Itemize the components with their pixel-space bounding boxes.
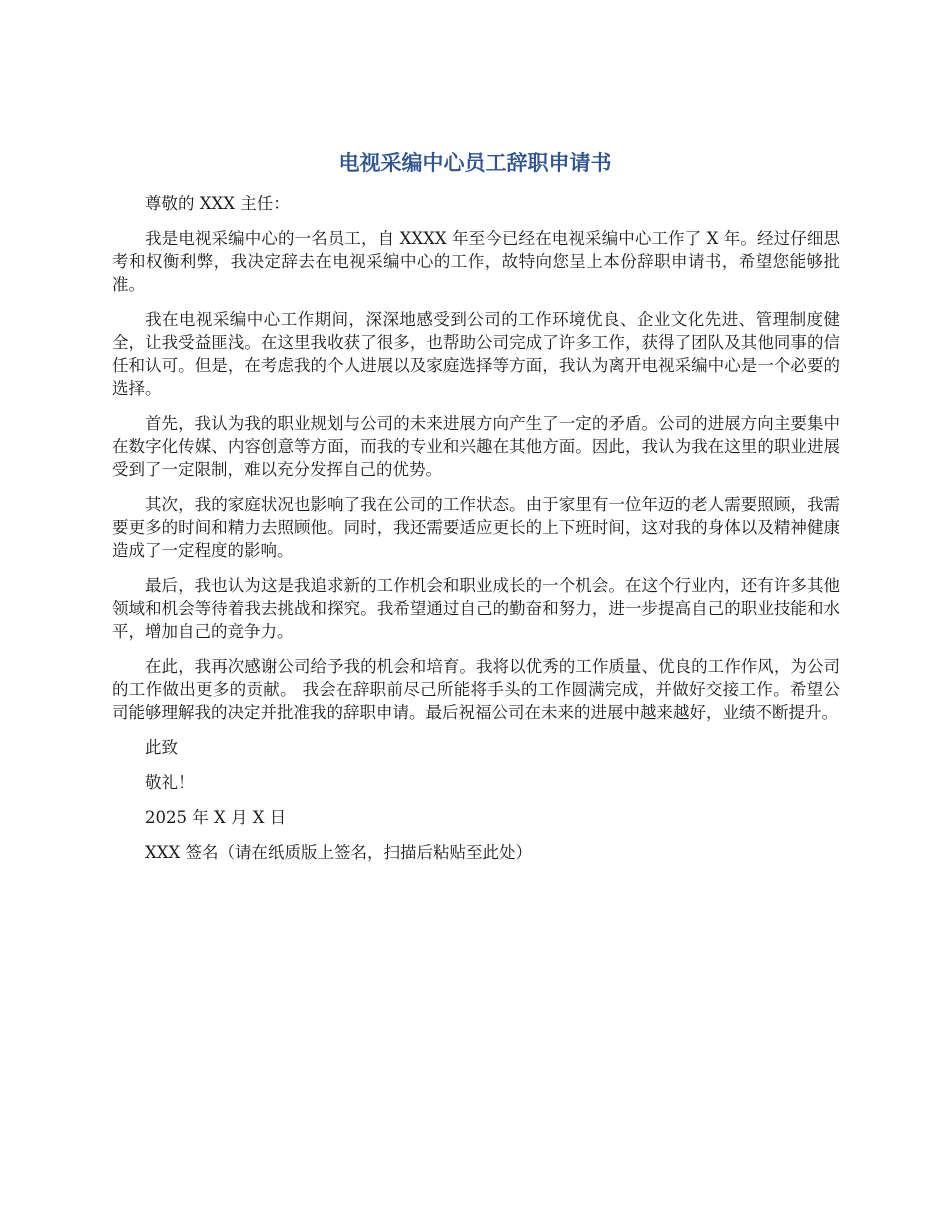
paragraph-3: 首先，我认为我的职业规划与公司的未来进展方向产生了一定的矛盾。公司的进展方向主要集中在数字化传媒、内容创意等方面，而我的专业和兴趣在其他方面。因此，我认为我在这里的职业进展受到了一定限制，难以充分发挥自己的优势。 <box>112 414 840 479</box>
paragraph-4: 其次，我的家庭状况也影响了我在公司的工作状态。由于家里有一位年迈的老人需要照顾，我需要更多的时间和精力去照顾他。同时，我还需要适应更长的上下班时间，这对我的身体以及精神健康造成了一定程度的影响。 <box>112 495 840 560</box>
paragraph-5: 最后，我也认为这是我追求新的工作机会和职业成长的一个机会。在这个行业内，还有许多其他领域和机会等待着我去挑战和探究。我希望通过自己的勤奋和努力，进一步提高自己的职业技能和水平，增加自己的竞争力。 <box>112 576 840 641</box>
closing-line-1: 此致 <box>145 738 178 757</box>
date-line: 2025 年 X 月 X 日 <box>145 808 287 827</box>
salutation: 尊敬的 XXX 主任： <box>145 194 290 213</box>
paragraph-6: 在此，我再次感谢公司给予我的机会和培育。我将以优秀的工作质量、优良的工作作风，为公司的工作做出更多的贡献。 我会在辞职前尽己所能将手头的工作圆满完成，并做好交接工作。希望公司能够理解我的决定并批准我的辞职申请。最后祝福公司在未来的进展中越来越好，业绩不断提升。 <box>112 657 840 722</box>
closing-line-2: 敬礼！ <box>145 773 195 792</box>
signature-line: XXX 签名（请在纸质版上签名，扫描后粘贴至此处） <box>145 843 532 862</box>
paragraph-1: 我是电视采编中心的一名员工，自 XXXX 年至今已经在电视采编中心工作了 X 年。经过仔细思考和权衡利弊，我决定辞去在电视采编中心的工作，故特向您呈上本份辞职申请书，希望您能够批准。 <box>112 229 840 294</box>
document-body <box>112 192 840 876</box>
document-title: 电视采编中心员工辞职申请书 <box>338 151 612 175</box>
paragraph-2: 我在电视采编中心工作期间，深深地感受到公司的工作环境优良、企业文化先进、管理制度健全，让我受益匪浅。在这里我收获了很多，也帮助公司完成了许多工作，获得了团队及其他同事的信任和认可。但是，在考虑我的个人进展以及家庭选择等方面，我认为离开电视采编中心是一个必要的选择。 <box>112 310 840 398</box>
